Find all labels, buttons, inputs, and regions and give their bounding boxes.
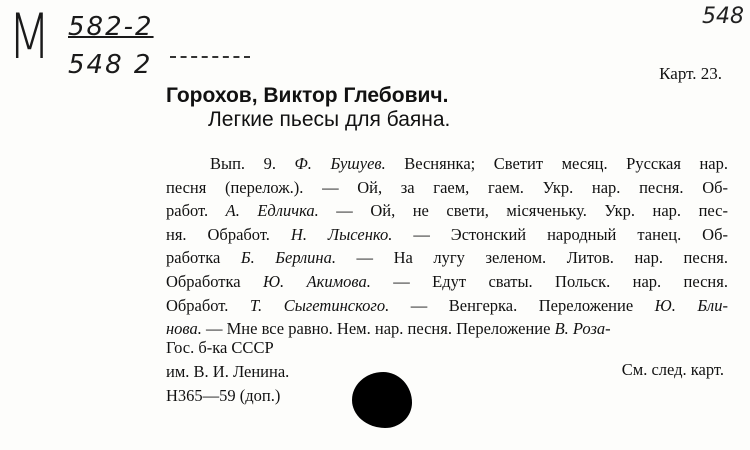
contents-line (166, 199, 728, 223)
contributor-name: В. Роза- (554, 319, 611, 339)
contents-text: — Ой, не свети, місяченьку. Укр. нар. пес- (318, 201, 728, 221)
corner-mark: 548 (702, 4, 744, 29)
see-next-card-note: См. след. карт. (621, 360, 724, 379)
contents-line (166, 223, 728, 247)
contributor-name: Ю. Акимова. (263, 271, 371, 291)
contents-text: песня (перелож.). — Ой, за гаем, гаем. Укр. нар. песня. Об- (166, 177, 728, 197)
contents-text: — На лугу зеленом. Литов. нар. песня. (335, 248, 728, 268)
contents-line (166, 246, 728, 270)
contents-description (166, 152, 728, 341)
contents-line (166, 176, 728, 200)
contents-text: — Мне все равно. Нем. нар. песня. Переложение (201, 319, 555, 339)
contents-text: — Едут сваты. Польск. нар. песня. (370, 271, 728, 291)
shelf-code-bottom: 548 2 (68, 50, 153, 80)
contents-text: работка (166, 248, 241, 268)
library-line-1: Гос. б-ка СССР (166, 338, 274, 357)
contributor-name: нова. (166, 319, 202, 339)
contributor-name: Ю. Бли- (654, 295, 728, 315)
library-stamp (166, 336, 289, 408)
contents-text: Обработ. (166, 295, 250, 315)
work-title: Легкие пьесы для баяна. (208, 108, 451, 131)
contributor-name: А. Едличка. (225, 201, 319, 221)
contributor-name: Т. Сыгетинского. (249, 295, 390, 315)
contents-text: — Венгерка. Переложение (389, 295, 655, 315)
contents-line (166, 270, 728, 294)
ink-blot (352, 372, 412, 428)
contents-text: — Эстонский народный танец. Об- (392, 224, 728, 244)
contents-text: работ. (166, 201, 226, 221)
contents-text: ня. Обработ. (166, 224, 291, 244)
card-number: Карт. 23. (659, 64, 722, 83)
contents-line (166, 294, 728, 318)
contents-text: Обработка (166, 271, 264, 291)
author-heading: Горохов, Виктор Глебович. (166, 84, 449, 107)
contributor-name: Б. Берлина. (240, 248, 336, 268)
contents-line (166, 152, 728, 176)
contributor-name: Ф. Бушуев. (294, 154, 386, 173)
shelf-letter: М (8, 0, 51, 73)
contents-text: Веснянка; Светит месяц. Русская нар. (385, 154, 729, 173)
library-line-2: им. В. И. Ленина. (166, 362, 290, 381)
library-line-3: Н365—59 (доп.) (166, 386, 281, 405)
contributor-name: Н. Лысенко. (290, 224, 393, 244)
dashed-divider (170, 56, 250, 58)
contents-text: Вып. 9. (210, 154, 295, 173)
shelf-code-top: 582-2 (68, 12, 154, 42)
